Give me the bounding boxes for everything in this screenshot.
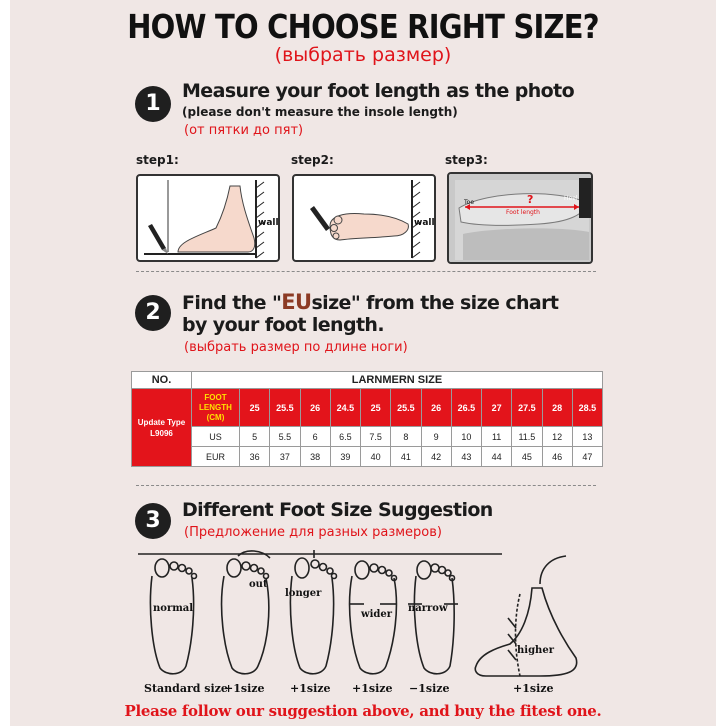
step1-label: step1: (136, 153, 179, 167)
step-number-2: 2 (135, 295, 171, 331)
section1-note-ru: (от пятки до пят) (184, 123, 304, 138)
suggestion-standard: Standard size (144, 682, 228, 695)
size-chart-eur-row (132, 447, 603, 467)
foot-length-cell: 27 (482, 389, 512, 427)
size-chart-foot-length-label: FOOT LENGTH (CM) (192, 389, 240, 427)
size-chart-eur-label: EUR (192, 447, 240, 467)
section1-subheading: (please don't measure the insole length) (182, 105, 458, 119)
section2-heading-pre: Find the " (182, 292, 282, 314)
page-title: HOW TO CHOOSE RIGHT SIZE? (127, 7, 599, 47)
size-chart-brand-header: LARNMERN SIZE (192, 372, 603, 389)
foot-length-cell: 27.5 (512, 389, 542, 427)
step2-wall-label: wall (414, 218, 435, 228)
size-chart-header-row (132, 372, 603, 389)
us-size-cell: 8 (391, 427, 421, 447)
eur-size-cell: 42 (421, 447, 451, 467)
section-divider-1 (136, 271, 596, 272)
step1-wall-label: wall (258, 218, 279, 228)
section2-note-ru: (выбрать размер по длине ноги) (184, 340, 408, 355)
foot-length-cell: 24.5 (330, 389, 360, 427)
footer-note: Please follow our suggestion above, and buy the fitest one. (124, 702, 602, 720)
us-size-cell: 11.5 (512, 427, 542, 447)
us-size-cell: 10 (451, 427, 481, 447)
step-number-1: 1 (135, 86, 171, 122)
step3-heel-label: Heel (564, 195, 578, 202)
section3-heading: Different Foot Size Suggestion (182, 499, 493, 521)
us-size-cell: 9 (421, 427, 451, 447)
suggestion-wider: +1size (352, 682, 393, 695)
eur-size-cell: 38 (300, 447, 330, 467)
section2-heading-eu: EU (281, 290, 312, 314)
step3-illustration (447, 172, 593, 264)
foot-type-wider: wider (361, 609, 393, 620)
step3-question-mark: ? (527, 193, 534, 206)
foot-type-narrow: narrow (408, 603, 448, 614)
size-chart-us-label: US (192, 427, 240, 447)
us-size-cell: 7.5 (361, 427, 391, 447)
section-divider-2 (136, 485, 596, 486)
foot-length-cell: 28 (542, 389, 572, 427)
shoe-insole-photo-icon (449, 174, 593, 264)
us-size-cell: 6.5 (330, 427, 360, 447)
foot-length-cell: 26 (300, 389, 330, 427)
narrow-foot-outline-icon (408, 561, 458, 674)
page-subtitle-ru: (выбрать размер) (274, 44, 452, 66)
size-guide-panel (10, 0, 716, 726)
foot-length-cell: 25.5 (391, 389, 421, 427)
size-chart-table (131, 371, 603, 467)
us-size-cell: 12 (542, 427, 572, 447)
section1-heading: Measure your foot length as the photo (182, 80, 575, 102)
suggestion-narrow: −1size (409, 682, 450, 695)
eur-size-cell: 43 (451, 447, 481, 467)
foot-length-cell: 25 (240, 389, 270, 427)
us-size-cell: 11 (482, 427, 512, 447)
foot-type-normal: normal (153, 603, 194, 614)
section2-heading-line2: by your foot length. (182, 314, 384, 336)
step-number-3: 3 (135, 503, 171, 539)
us-size-cell: 13 (572, 427, 602, 447)
high-arch-foot-outline-icon (475, 556, 576, 676)
size-chart-us-row (132, 427, 603, 447)
eur-size-cell: 47 (572, 447, 602, 467)
foot-length-cell: 26.5 (451, 389, 481, 427)
eur-size-cell: 36 (240, 447, 270, 467)
eur-size-cell: 46 (542, 447, 572, 467)
step3-label: step3: (445, 153, 488, 167)
foot-type-longer: longer (285, 588, 322, 599)
foot-length-cell: 25 (361, 389, 391, 427)
wide-ankle-foot-outline-icon (222, 551, 270, 674)
step2-label: step2: (291, 153, 334, 167)
eur-size-cell: 41 (391, 447, 421, 467)
foot-type-out: out (249, 579, 268, 590)
us-size-cell: 6 (300, 427, 330, 447)
eur-size-cell: 44 (482, 447, 512, 467)
eur-size-cell: 37 (270, 447, 300, 467)
eur-size-cell: 40 (361, 447, 391, 467)
suggestion-higher: +1size (513, 682, 554, 695)
size-chart-foot-length-row (132, 389, 603, 427)
step3-foot-length-label: Foot length (506, 209, 540, 216)
eur-size-cell: 45 (512, 447, 542, 467)
eur-size-cell: 39 (330, 447, 360, 467)
step3-toe-label: Toe (464, 199, 475, 206)
us-size-cell: 5.5 (270, 427, 300, 447)
long-foot-outline-icon (290, 550, 336, 674)
size-chart-type-label: Update Type L9096 (132, 389, 192, 467)
suggestion-longer: +1size (290, 682, 331, 695)
normal-foot-outline-icon (150, 559, 196, 674)
section3-note-ru: (Предложение для разных размеров) (184, 525, 442, 540)
section2-heading (182, 290, 558, 314)
foot-length-cell: 28.5 (572, 389, 602, 427)
foot-type-higher: higher (517, 645, 554, 656)
foot-length-cell: 26 (421, 389, 451, 427)
us-size-cell: 5 (240, 427, 270, 447)
foot-length-cell: 25.5 (270, 389, 300, 427)
size-chart-no-header: NO. (132, 372, 192, 389)
suggestion-out: +1size (224, 682, 265, 695)
section2-heading-post: size" from the size chart (311, 292, 559, 314)
